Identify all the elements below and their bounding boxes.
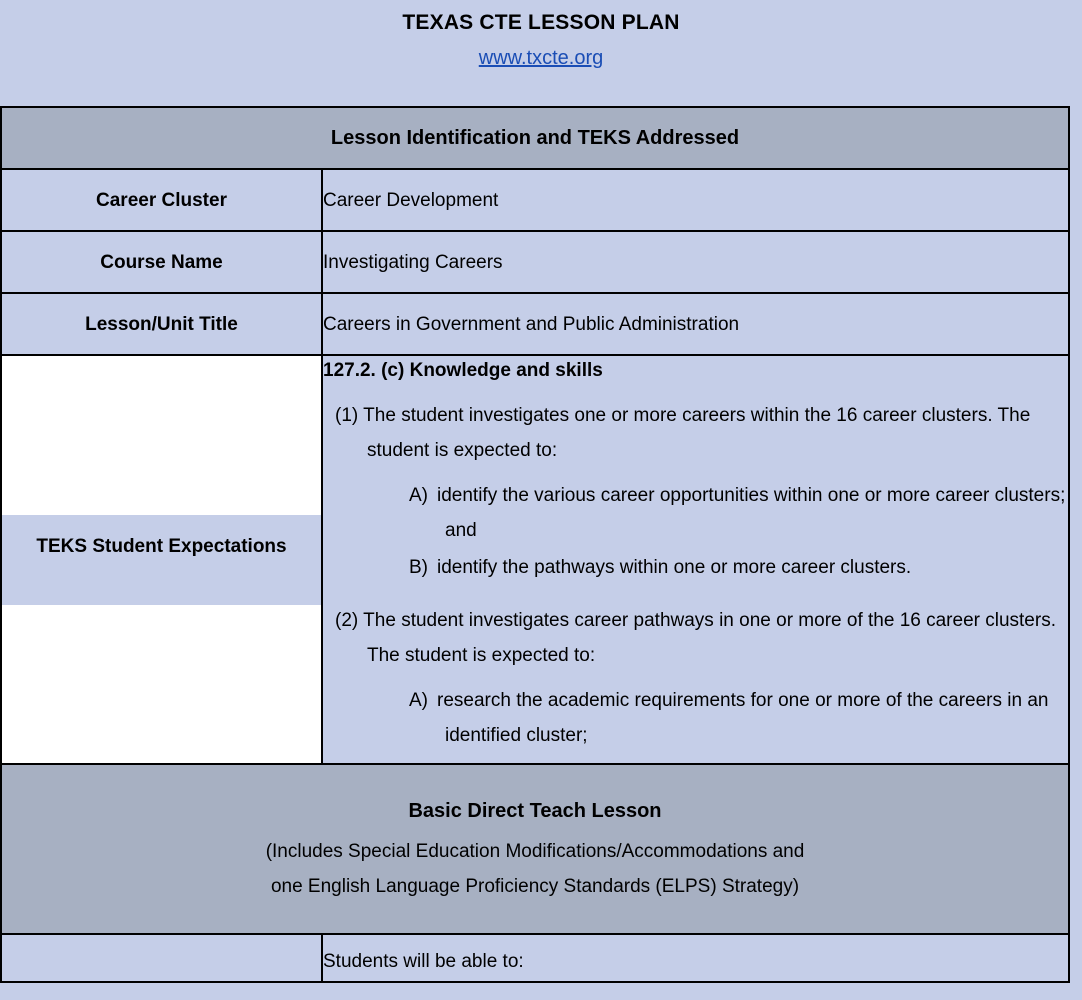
row-label-partial	[1, 934, 322, 982]
teks-item-2-subitems	[323, 681, 1068, 763]
teks-item-2-number: (2)	[335, 610, 359, 631]
section-heading-identification: Lesson Identification and TEKS Addressed	[1, 107, 1069, 169]
row-label-career-cluster: Career Cluster	[1, 169, 322, 231]
row-value-course-name: Investigating Careers	[322, 231, 1069, 293]
row-label-lesson-unit-title: Lesson/Unit Title	[1, 293, 322, 355]
page-title: TEXAS CTE LESSON PLAN	[402, 11, 680, 34]
table-row	[1, 231, 1069, 293]
section-header-row-identification	[1, 107, 1069, 169]
table-row-partial	[1, 934, 1069, 982]
row-value-partial: Students will be able to:	[322, 934, 1069, 982]
section-heading-basic-direct-teach-cell	[1, 764, 1069, 934]
teks-item-1-subitem-b-label: B)	[409, 557, 428, 578]
teks-item-1-text: The student investigates one or more careers within the 16 career clusters. The student is expected to:	[363, 405, 1031, 461]
table-row	[1, 169, 1069, 231]
teks-item-2-subitem-a	[409, 683, 1068, 755]
lesson-plan-table	[0, 106, 1070, 983]
teks-item-1	[323, 398, 1068, 476]
section-subheading-line-1: (Includes Special Education Modifications/Accommodations and	[265, 841, 805, 862]
teks-item-1-subitem-b	[409, 550, 1068, 587]
teks-label-cell	[1, 355, 322, 764]
teks-spacer	[323, 595, 1068, 603]
table-row	[1, 293, 1069, 355]
teks-item-1-number: (1)	[335, 405, 359, 426]
teks-item-1-subitem-a-text: identify the various career opportunities within one or more career clusters; and	[437, 485, 1066, 541]
row-value-lesson-unit-title: Careers in Government and Public Administration	[322, 293, 1069, 355]
row-label-teks-student-expectations: TEKS Student Expectations	[2, 515, 321, 605]
teks-item-1-subitem-b-text: identify the pathways within one or more career clusters.	[437, 557, 912, 578]
teks-item-2	[323, 603, 1068, 681]
teks-item-1-subitem-a	[409, 478, 1068, 550]
table-row-teks	[1, 355, 1069, 764]
section-subheading-line-2: one English Language Proficiency Standards (ELPS) Strategy)	[270, 876, 800, 897]
section-heading-basic-direct-teach: Basic Direct Teach Lesson	[408, 800, 662, 822]
section-header-row-basic-direct-teach	[1, 764, 1069, 934]
row-label-course-name: Course Name	[1, 231, 322, 293]
document-header	[0, 0, 1082, 106]
teks-item-1-subitems	[323, 476, 1068, 595]
teks-item-2-text: The student investigates career pathways in one or more of the 16 career clusters. The student is expected to:	[363, 610, 1056, 666]
txcte-website-link[interactable]: www.txcte.org	[478, 47, 604, 69]
row-value-career-cluster: Career Development	[322, 169, 1069, 231]
teks-knowledge-skills-heading: 127.2. (c) Knowledge and skills	[323, 360, 603, 381]
teks-content-cell	[322, 355, 1069, 764]
teks-item-1-subitem-a-label: A)	[409, 485, 428, 506]
teks-item-2-subitem-a-text: research the academic requirements for one or more of the careers in an identified cluster;	[437, 690, 1049, 746]
teks-item-2-subitem-a-label: A)	[409, 690, 428, 711]
